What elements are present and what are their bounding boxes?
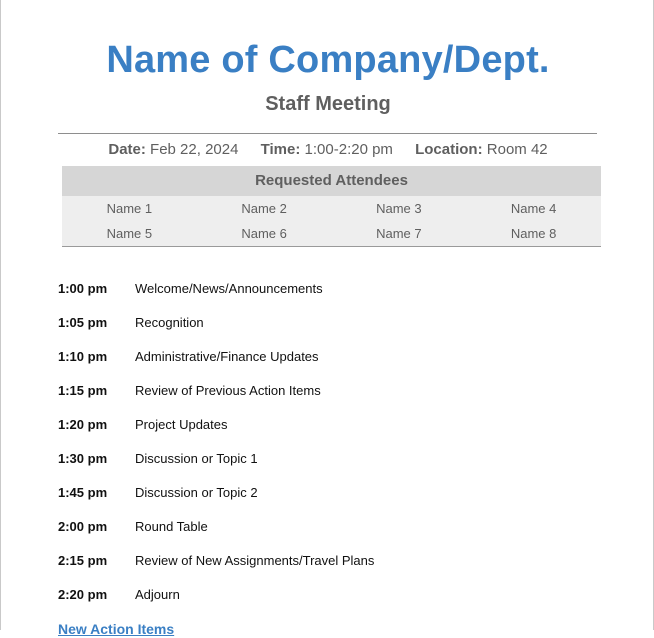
- location-field: [415, 141, 548, 158]
- agenda-item: Project Updates: [135, 417, 228, 432]
- agenda-row: [58, 450, 598, 484]
- time-field: [261, 141, 393, 158]
- date-field: [108, 141, 238, 158]
- agenda-item: Adjourn: [135, 587, 180, 602]
- agenda-row: [58, 586, 598, 620]
- agenda-time: 1:30 pm: [58, 451, 108, 466]
- agenda-time: 1:00 pm: [58, 281, 108, 296]
- attendee-name: Name 6: [241, 226, 287, 241]
- attendees-heading: Requested Attendees: [62, 166, 601, 196]
- new-action-items-heading: New Action Items: [58, 621, 175, 637]
- agenda-time: 1:15 pm: [58, 383, 108, 398]
- attendee-name: Name 1: [106, 201, 153, 216]
- agenda-item: Discussion or Topic 2: [135, 485, 258, 500]
- agenda-item: Round Table: [135, 519, 208, 534]
- agenda-row: [58, 484, 598, 518]
- meeting-title: Staff Meeting: [265, 93, 391, 115]
- agenda-row: [58, 348, 598, 382]
- date-label: Date:: [108, 141, 146, 158]
- agenda-time: 1:05 pm: [58, 315, 108, 330]
- attendee-name: Name 4: [510, 201, 557, 216]
- meeting-details: [58, 141, 598, 159]
- agenda-time: 2:00 pm: [58, 519, 108, 534]
- agenda-list: [58, 280, 598, 620]
- agenda-row: [58, 314, 598, 348]
- location-label: Location:: [415, 141, 483, 158]
- agenda-time: 2:20 pm: [58, 587, 108, 602]
- company-title: Name of Company/Dept.: [106, 39, 550, 81]
- date-value: Feb 22, 2024: [150, 141, 239, 158]
- attendees-grid: [62, 196, 601, 247]
- time-label: Time:: [260, 141, 301, 158]
- agenda-item: Discussion or Topic 1: [135, 451, 258, 466]
- attendee-name: Name 3: [376, 201, 422, 216]
- agenda-item: Review of New Assignments/Travel Plans: [135, 553, 375, 568]
- location-value: Room 42: [486, 141, 548, 158]
- agenda-time: 2:15 pm: [58, 553, 108, 568]
- agenda-time: 1:20 pm: [58, 417, 108, 432]
- attendee-name: Name 5: [106, 226, 153, 241]
- agenda-item: Welcome/News/Announcements: [135, 281, 323, 296]
- page-edge-left: [0, 0, 1, 630]
- agenda-row: [58, 382, 598, 416]
- header-divider: [58, 133, 597, 134]
- agenda-item: Review of Previous Action Items: [135, 383, 321, 398]
- agenda-item: Recognition: [135, 315, 204, 330]
- agenda-row: [58, 280, 598, 314]
- attendee-name: Name 8: [510, 226, 557, 241]
- agenda-time: 1:45 pm: [58, 485, 108, 500]
- attendee-name: Name 7: [376, 226, 422, 241]
- agenda-row: [58, 552, 598, 586]
- time-value: 1:00-2:20 pm: [304, 141, 393, 158]
- attendee-name: Name 2: [241, 201, 287, 216]
- agenda-time: 1:10 pm: [58, 349, 108, 364]
- attendees-table: [62, 166, 601, 247]
- agenda-row: [58, 518, 598, 552]
- agenda-item: Administrative/Finance Updates: [135, 349, 319, 364]
- agenda-row: [58, 416, 598, 450]
